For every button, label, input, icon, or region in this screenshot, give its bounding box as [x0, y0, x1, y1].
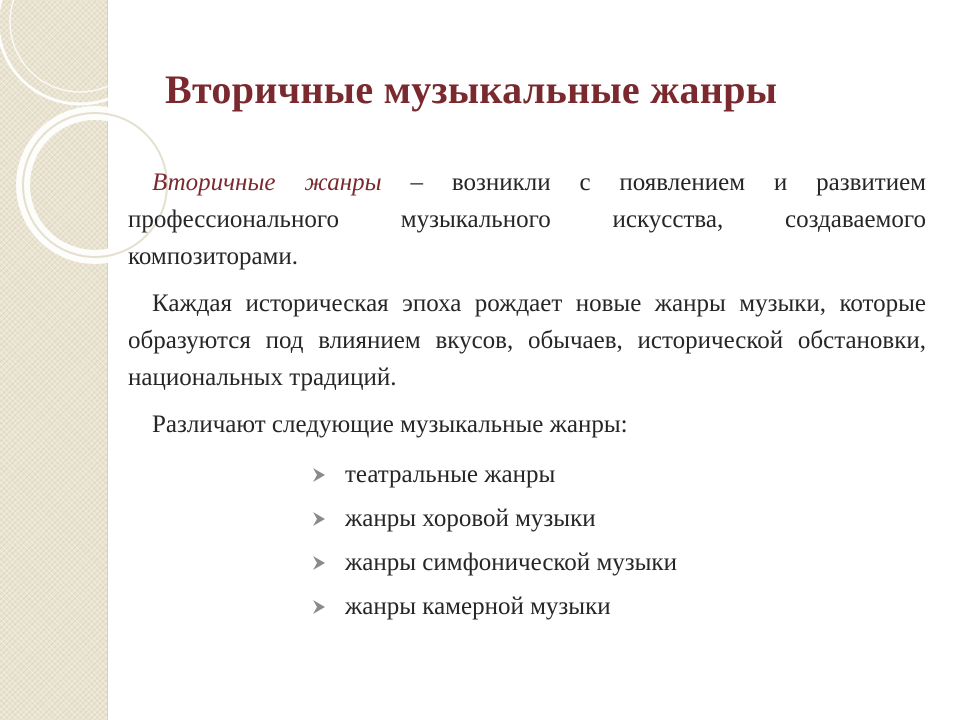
- list-item-label: жанры симфонической музыки: [345, 549, 677, 576]
- chevron-right-icon: [311, 555, 345, 571]
- slide-body: [128, 164, 926, 629]
- list-item: [311, 541, 926, 585]
- paragraph-list-intro: Различают следующие музыкальные жанры:: [152, 411, 628, 438]
- list-item: [311, 585, 926, 629]
- chevron-right-icon: [311, 467, 345, 483]
- chevron-right-icon: [311, 599, 345, 615]
- list-item: [311, 497, 926, 541]
- term-secondary-genres: Вторичные жанры: [152, 169, 382, 196]
- paragraph-epochs: Каждая историческая эпоха рождает новые жанры музыки, которые образуются под влиянием вкусов, обычаев, исторической обстановки, национальных традиций.: [128, 290, 926, 391]
- genre-list: [128, 453, 926, 629]
- list-item: [311, 453, 926, 497]
- list-item-label: жанры камерной музыки: [345, 593, 611, 620]
- slide-title: Вторичные музыкальные жанры: [165, 67, 778, 112]
- list-item-label: театральные жанры: [345, 461, 556, 488]
- definition-text: – возникли с появлением и развитием профессионального музыкального искусства, создаваемого композиторами.: [128, 169, 926, 270]
- paragraph-definition: [128, 164, 926, 275]
- list-item-label: жанры хоровой музыки: [345, 505, 596, 532]
- chevron-right-icon: [311, 511, 345, 527]
